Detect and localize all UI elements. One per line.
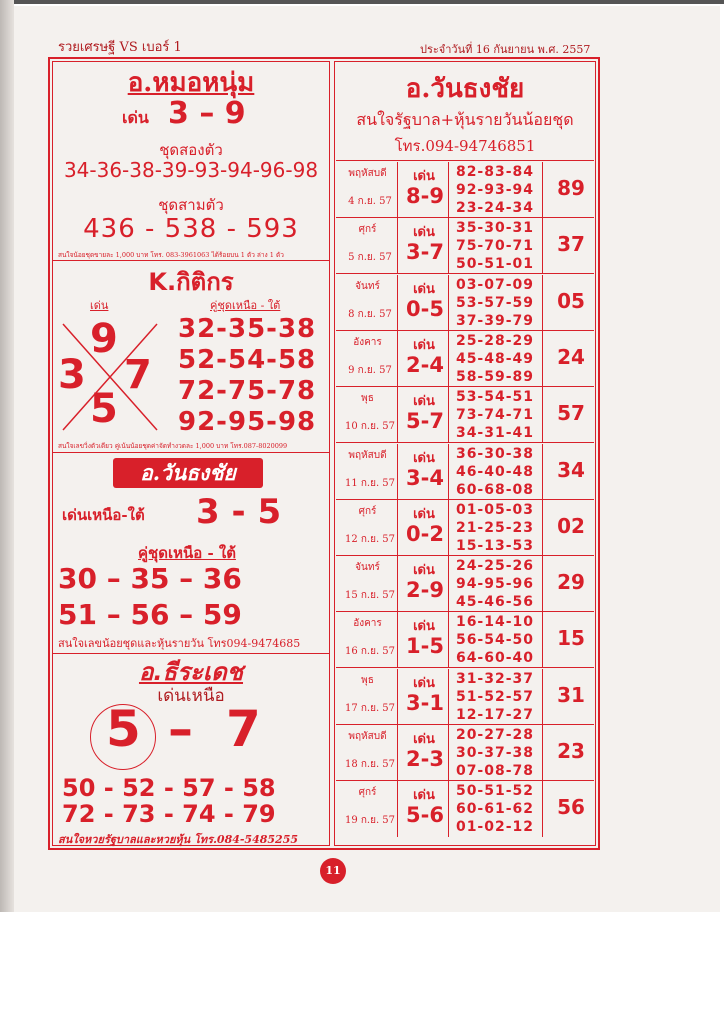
- table-row: [336, 331, 594, 387]
- row-day: อังคาร: [353, 336, 382, 348]
- s2-note: สนใจเลขวิ่งตัวเดียว คู่เน้นน้อยชุดค่าจัดทำงวดละ 1,000 บาท โทร.087-8020099: [58, 442, 288, 450]
- page-spine: [0, 0, 14, 912]
- row-numbers-3: 50-51-01: [455, 256, 535, 273]
- row-highlight: 24: [557, 344, 585, 369]
- s2-line: 72-75-78: [178, 376, 317, 406]
- row-play-label: เด่น: [413, 619, 435, 635]
- header-right: ประจำวันที่ 16 กันยายน พ.ศ. 2557: [420, 43, 591, 56]
- row-numbers-2: 51-52-57: [455, 688, 535, 705]
- row-numbers-3: 34-31-41: [455, 425, 535, 442]
- row-numbers-1: 82-83-84: [455, 164, 535, 180]
- s1-three-value: 436 - 538 - 593: [83, 214, 299, 244]
- rp-subtitle: สนใจรัฐบาล+หุ้นรายวันน้อยชุด: [356, 110, 574, 129]
- row-numbers-1: 35-30-31: [455, 220, 535, 237]
- s3-pair-label: คู่ชุดเหนือ - ใต้: [138, 544, 236, 562]
- table-row: [336, 612, 594, 668]
- divider: [52, 260, 330, 261]
- row-highlight: 89: [557, 176, 585, 200]
- cross-left-digit: 3: [58, 352, 86, 398]
- row-numbers-2: 45-48-49: [455, 350, 535, 367]
- row-date: 16 ก.ย. 57: [344, 646, 396, 658]
- row-day: ศุกร์: [358, 224, 377, 236]
- row-highlight: 31: [557, 682, 585, 707]
- row-highlight: 15: [557, 626, 585, 651]
- row-numbers-2: 73-74-71: [455, 407, 535, 424]
- row-date: 11 ก.ย. 57: [344, 477, 396, 489]
- row-numbers-2: 92-93-94: [455, 182, 535, 198]
- row-play-value: 0-2: [406, 521, 444, 546]
- row-day: ศุกร์: [358, 787, 377, 799]
- row-play-value: 3-4: [406, 465, 444, 490]
- row-numbers-2: 60-61-62: [455, 801, 535, 818]
- s2-line: 52-54-58: [178, 345, 317, 375]
- row-day: พุธ: [361, 393, 374, 405]
- s3-line2: 51 – 56 – 59: [58, 598, 242, 631]
- row-numbers-2: 46-40-48: [455, 463, 535, 480]
- row-day: อังคาร: [353, 618, 382, 630]
- s4-dash: –: [168, 700, 193, 758]
- row-numbers-3: 12-17-27: [455, 706, 535, 723]
- row-numbers-2: 30-37-38: [455, 745, 535, 761]
- s4-circle-num: 5: [106, 700, 141, 758]
- table-row: [336, 725, 594, 781]
- row-numbers-1: 16-14-10: [455, 614, 535, 631]
- rp-phone: โทร.094-94746851: [394, 137, 536, 155]
- row-numbers-2: 53-57-59: [455, 294, 535, 311]
- s4-play-label: เด่นเหนือ: [157, 686, 225, 706]
- table-row: [336, 218, 594, 274]
- row-play-value: 2-3: [406, 747, 444, 771]
- table-row: [336, 781, 594, 837]
- s1-title: อ.หมอหนุ่ม: [127, 68, 255, 98]
- row-highlight: 56: [557, 795, 585, 820]
- row-date: 17 ก.ย. 57: [344, 702, 396, 714]
- s3-line1: 30 – 35 – 36: [58, 562, 242, 595]
- row-numbers-1: 03-07-09: [455, 276, 535, 293]
- row-date: 15 ก.ย. 57: [344, 590, 396, 602]
- row-date: 10 ก.ย. 57: [344, 421, 396, 433]
- row-numbers-2: 56-54-50: [455, 632, 535, 649]
- s1-two-value: 34-36-38-39-93-94-96-98: [63, 158, 319, 182]
- table-row: [336, 162, 594, 218]
- table-row: [336, 669, 594, 725]
- row-highlight: 02: [557, 513, 585, 538]
- table-row: [336, 275, 594, 331]
- s2-title: K.กิติกร: [148, 268, 234, 296]
- row-play-value: 3-7: [406, 240, 444, 265]
- row-numbers-3: 07-08-78: [455, 763, 535, 779]
- divider: [336, 160, 594, 161]
- s1-play-value: 3 – 9: [168, 96, 246, 131]
- row-numbers-1: 25-28-29: [455, 332, 535, 349]
- row-play-label: เด่น: [413, 281, 435, 297]
- row-day: พุธ: [361, 674, 374, 686]
- row-play-value: 0-5: [406, 296, 444, 321]
- row-highlight: 37: [557, 232, 585, 257]
- row-numbers-3: 45-46-56: [455, 594, 535, 611]
- table-row: [336, 387, 594, 443]
- s1-three-label: ชุดสามตัว: [158, 196, 224, 214]
- s4-right-num: 7: [226, 700, 261, 758]
- s4-title: อ.ธีระเดช: [138, 658, 244, 686]
- row-day: จันทร์: [355, 280, 380, 292]
- s1-note: สนใจน้อยชุดขายละ 1,000 บาท โทร. 083-3961063 ได้ร้อยบน 1 ตัว ล่าง 1 ตัว: [58, 251, 284, 259]
- row-play-label: เด่น: [413, 225, 435, 241]
- row-play-value: 5-7: [406, 409, 444, 434]
- row-numbers-1: 24-25-26: [455, 558, 535, 575]
- row-numbers-1: 20-27-28: [455, 727, 535, 743]
- s1-play-label: เด่น: [122, 108, 149, 127]
- row-play-label: เด่น: [413, 788, 435, 804]
- table-row: [336, 500, 594, 556]
- s2-line: 32-35-38: [178, 314, 317, 344]
- row-day: ศุกร์: [358, 505, 377, 517]
- row-numbers-3: 64-60-40: [455, 650, 535, 667]
- row-play-value: 8-9: [406, 184, 444, 208]
- s4-line2: 72 - 73 - 74 - 79: [62, 800, 276, 828]
- row-numbers-1: 01-05-03: [455, 501, 535, 518]
- row-numbers-1: 53-54-51: [455, 389, 535, 406]
- row-numbers-2: 75-70-71: [455, 238, 535, 255]
- row-numbers-3: 15-13-53: [455, 537, 535, 554]
- row-day: พฤหัสบดี: [348, 449, 387, 461]
- row-numbers-1: 36-30-38: [455, 445, 535, 462]
- row-play-value: 5-6: [406, 803, 444, 828]
- row-play-label: เด่น: [413, 732, 435, 747]
- row-date: 8 ก.ย. 57: [348, 308, 392, 320]
- table-row: [336, 556, 594, 612]
- s3-play-label: เด่นเหนือ-ใต้: [62, 506, 145, 524]
- row-numbers-3: 58-59-89: [455, 368, 535, 385]
- row-numbers-1: 31-32-37: [455, 670, 535, 687]
- s2-line: 92-95-98: [178, 407, 317, 437]
- row-play-label: เด่น: [413, 563, 435, 579]
- cross-right-digit: 7: [124, 352, 152, 398]
- s3-title-badge: [113, 458, 263, 488]
- row-numbers-3: 01-02-12: [455, 819, 535, 836]
- row-play-label: เด่น: [413, 506, 435, 522]
- row-play-label: เด่น: [413, 450, 435, 466]
- row-numbers-1: 50-51-52: [455, 783, 535, 800]
- row-numbers-2: 21-25-23: [455, 519, 535, 536]
- row-date: 19 ก.ย. 57: [344, 815, 396, 827]
- s3-title: อ.วันธงชัย: [140, 460, 236, 485]
- row-play-label: เด่น: [413, 337, 435, 353]
- s4-note: สนใจหวยรัฐบาลและหวยหุ้น โทร.084-5485255: [58, 833, 299, 846]
- s2-pair-label: คู่ชุดเหนือ - ใต้: [210, 299, 281, 312]
- table-row: [336, 444, 594, 500]
- s4-line1: 50 - 52 - 57 - 58: [62, 774, 276, 802]
- s3-note: สนใจเลขน้อยชุดและหุ้นรายวัน โทร094-9474685: [58, 637, 301, 650]
- row-play-value: 3-1: [406, 690, 444, 715]
- row-day: จันทร์: [355, 562, 380, 574]
- rp-title: อ.วันธงชัย: [405, 74, 525, 104]
- row-date: 12 ก.ย. 57: [344, 533, 396, 545]
- row-highlight: 34: [557, 457, 585, 482]
- row-date: 18 ก.ย. 57: [344, 759, 396, 770]
- divider: [52, 452, 330, 453]
- row-play-value: 1-5: [406, 634, 444, 659]
- row-numbers-2: 94-95-96: [455, 576, 535, 593]
- s1-two-label: ชุดสองตัว: [159, 141, 223, 159]
- s2-play-label: เด่น: [90, 299, 109, 312]
- row-play-label: เด่น: [413, 169, 435, 184]
- row-date: 5 ก.ย. 57: [348, 252, 392, 264]
- row-play-label: เด่น: [413, 675, 435, 691]
- row-highlight: 05: [557, 288, 585, 313]
- row-date: 9 ก.ย. 57: [348, 364, 392, 376]
- row-numbers-3: 60-68-08: [455, 481, 535, 498]
- row-day: พฤหัสบดี: [348, 731, 387, 742]
- row-highlight: 23: [557, 739, 585, 763]
- row-numbers-3: 23-24-34: [455, 200, 535, 216]
- row-numbers-3: 37-39-79: [455, 312, 535, 329]
- row-highlight: 29: [557, 570, 585, 595]
- header-left: รวยเศรษฐี VS เบอร์ 1: [58, 40, 182, 55]
- row-play-value: 2-4: [406, 352, 444, 377]
- row-play-label: เด่น: [413, 394, 435, 410]
- s3-play-value: 3 - 5: [196, 492, 282, 532]
- cross-bottom-digit: 5: [90, 386, 118, 432]
- row-play-value: 2-9: [406, 578, 444, 603]
- row-highlight: 57: [557, 401, 585, 426]
- row-day: พฤหัสบดี: [348, 168, 387, 179]
- top-edge: [0, 0, 724, 4]
- row-date: 4 ก.ย. 57: [348, 196, 392, 207]
- cross-top-digit: 9: [90, 316, 118, 362]
- page-number: 11: [320, 858, 346, 884]
